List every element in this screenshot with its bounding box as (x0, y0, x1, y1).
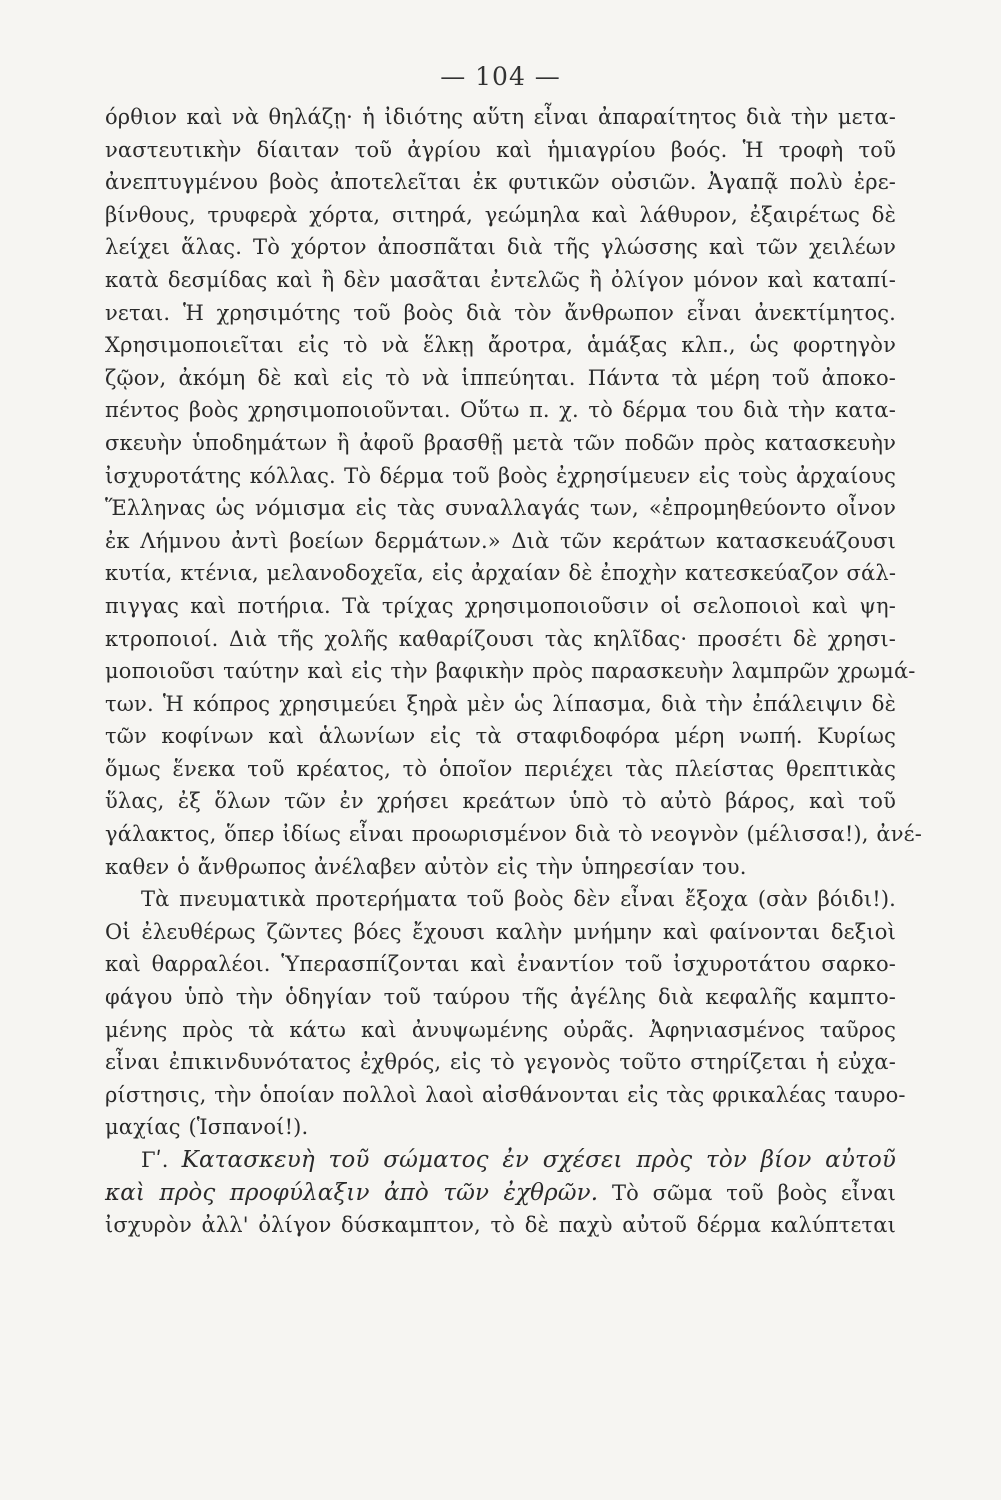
text-line: ρίστησις, τὴν ὁποίαν πολλοὶ λαοὶ αἰσθάνονται εἰς τὰς φρικαλέας ταυρο- (105, 1082, 906, 1107)
text-line: Ἕλληνας ὡς νόμισμα εἰς τὰς συναλλαγάς των, «ἐπρομηθεύοντο οἶνον (105, 496, 896, 521)
text-line: Χρησιμοποιεῖται εἰς τὸ νὰ ἕλκῃ ἄροτρα, ἁμάξας κλπ., ὡς φορτηγὸν (105, 333, 896, 358)
text-line: ἰσχυρὸν ἀλλ' ὀλίγον δύσκαμπτον, τὸ δὲ παχὺ αὐτοῦ δέρμα καλύπτεται (105, 1213, 896, 1238)
text-line: Οἱ ἐλευθέρως ζῶντες βόες ἔχουσι καλὴν μνήμην καὶ φαίνονται δεξιοὶ (105, 919, 896, 944)
section-heading-line (105, 1144, 896, 1177)
text-line: Τὰ πνευματικὰ προτερήματα τοῦ βοὸς δὲν εἶναι ἔξοχα (σὰν βόιδι!). (141, 887, 896, 912)
section-text: Τὸ σῶμα τοῦ βοὸς εἶναι (611, 1180, 896, 1205)
text-line: φάγου ὑπὸ τὴν ὁδηγίαν τοῦ ταύρου τῆς ἀγέλης διὰ κεφαλῆς καμπτο- (105, 985, 896, 1010)
text-line: μένης πρὸς τὰ κάτω καὶ ἀνυψωμένης οὐρᾶς. Ἀφηνιασμένος ταῦρος (105, 1017, 896, 1042)
section-c (105, 1144, 896, 1242)
text-line: σκευὴν ὑποδημάτων ἢ ἀφοῦ βρασθῇ μετὰ τῶν ποδῶν πρὸς κατασκευὴν (105, 430, 896, 455)
text-line: των. Ἡ κόπρος χρησιμεύει ξηρὰ μὲν ὡς λίπασμα, διὰ τὴν ἐπάλειψιν δὲ (105, 691, 896, 716)
text-line: γάλακτος, ὅπερ ἰδίως εἶναι προωρισμένον διὰ τὸ νεογνὸν (μέλισσα!), ἀνέ- (105, 822, 922, 847)
text-line: ἰσχυροτάτης κόλλας. Τὸ δέρμα τοῦ βοὸς ἐχρησίμευεν εἰς τοὺς ἀρχαίους (105, 463, 896, 488)
text-line: ὕλας, ἐξ ὅλων τῶν ἐν χρήσει κρεάτων ὑπὸ τὸ αὐτὸ βάρος, καὶ τοῦ (105, 789, 896, 814)
text-line: νεται. Ἡ χρησιμότης τοῦ βοὸς διὰ τὸν ἄνθρωπον εἶναι ἀνεκτίμητος. (105, 300, 896, 325)
text-line: ναστευτικὴν δίαιταν τοῦ ἀγρίου καὶ ἡμιαγρίου βοός. Ἡ τροφὴ τοῦ (105, 137, 896, 162)
text-line: πέντος βοὸς χρησιμοποιοῦνται. Οὕτω π. χ. τὸ δέρμα του διὰ τὴν κατα- (105, 398, 896, 423)
text-line: ἐκ Λήμνου ἀντὶ βοείων δερμάτων.» Διὰ τῶν κεράτων κατασκευάζουσι (105, 528, 896, 553)
text-line: πιγγας καὶ ποτήρια. Τὰ τρίχας χρησιμοποιοῦσιν οἱ σελοποιοὶ καὶ ψη- (105, 593, 896, 618)
paragraph-2 (105, 883, 906, 1144)
text-line: λείχει ἅλας. Τὸ χόρτον ἀποσπᾶται διὰ τῆς γλώσσης καὶ τῶν χειλέων (105, 235, 896, 260)
text-line: μαχίας (Ἱσπανοί!). (105, 1115, 309, 1140)
text-line: κυτία, κτένια, μελανοδοχεῖα, εἰς ἀρχαίαν δὲ ἐποχὴν κατεσκεύαζον σάλ- (105, 561, 897, 586)
text-line: ζῷον, ἀκόμη δὲ καὶ εἰς τὸ νὰ ἱππεύηται. Πάντα τὰ μέρη τοῦ ἀποκο- (105, 365, 896, 390)
text-line: εἶναι ἐπικινδυνότατος ἐχθρός, εἰς τὸ γεγονὸς τοῦτο στηρίζεται ἡ εὐχα- (105, 1050, 896, 1075)
section-heading-continued: καὶ πρὸς προφύλαξιν ἀπὸ τῶν ἐχθρῶν. (105, 1179, 599, 1206)
section-heading-line (105, 1177, 896, 1210)
text-line: μοποιοῦσι ταύτην καὶ εἰς τὴν βαφικὴν πρὸς παρασκευὴν λαμπρῶν χρωμά- (105, 659, 916, 684)
paragraph-1 (105, 101, 922, 883)
page-number: — 104 — (440, 62, 561, 91)
text-line: καὶ θαρραλέοι. Ὑπερασπίζονται καὶ ἐναντίον τοῦ ἰσχυροτάτου σαρκο- (105, 952, 896, 977)
text-line: ὅμως ἕνεκα τοῦ κρέατος, τὸ ὁποῖον περιέχει τὰς πλείστας θρεπτικὰς (105, 756, 896, 781)
section-heading: Κατασκευὴ τοῦ σώματος ἐν σχέσει πρὸς τὸν βίον αὐτοῦ (181, 1147, 896, 1173)
text-line: κτροποιοί. Διὰ τῆς χολῆς καθαρίζουσι τὰς κηλῖδας· προσέτι δὲ χρησι- (105, 626, 896, 651)
text-line: καθεν ὁ ἄνθρωπος ἀνέλαβεν αὐτὸν εἰς τὴν ὑπηρεσίαν του. (105, 854, 747, 879)
text-line: τῶν κοφίνων καὶ ἁλωνίων εἰς τὰ σταφιδοφόρα μέρη νωπή. Κυρίως (105, 724, 896, 749)
text-line: βίνθους, τρυφερὰ χόρτα, σιτηρά, γεώμηλα καὶ λάθυρον, ἐξαιρέτως δὲ (105, 202, 896, 227)
section-label: Γʹ. (141, 1148, 169, 1172)
text-line: κατὰ δεσμίδας καὶ ἢ δὲν μασᾶται ἐντελῶς ἢ ὀλίγον μόνον καὶ καταπί- (105, 267, 896, 292)
text-line: όρθιον καὶ νὰ θηλάζῃ· ἡ ἰδιότης αὕτη εἶναι ἀπαραίτητος διὰ τὴν μετα- (105, 105, 896, 129)
text-line: ἀνεπτυγμένου βοὸς ἀποτελεῖται ἐκ φυτικῶν οὐσιῶν. Ἀγαπᾷ πολὺ ἐρε- (105, 170, 896, 195)
